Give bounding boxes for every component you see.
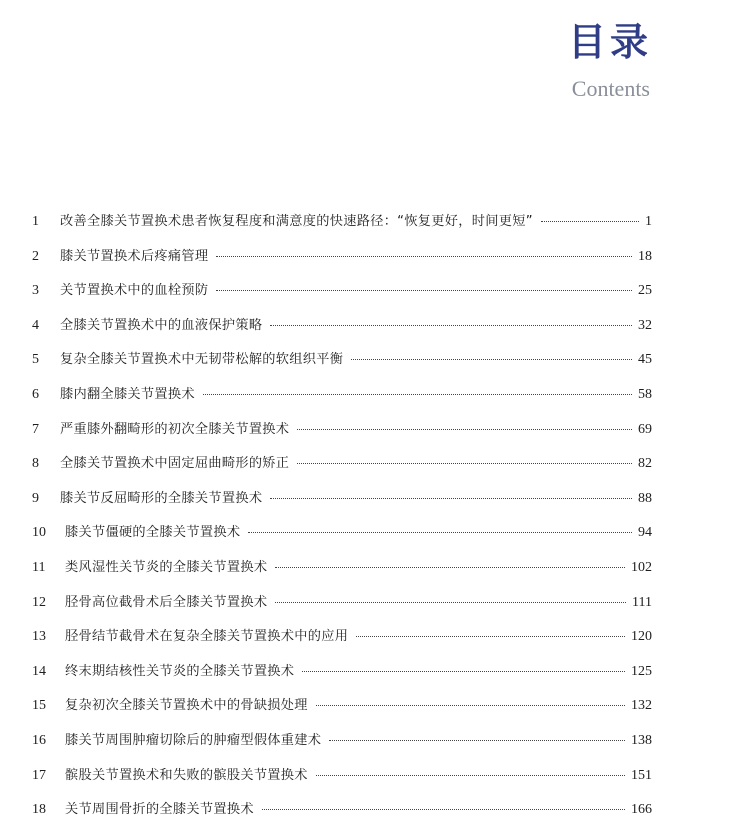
toc-dot-leader — [297, 462, 632, 464]
toc-entry-page: 151 — [631, 767, 652, 783]
toc-entry-title: 复杂全膝关节置换术中无韧带松解的软组织平衡 — [60, 352, 344, 368]
toc-entry-number: 17 — [32, 767, 46, 783]
toc-entry-number: 5 — [32, 352, 39, 368]
toc-entry[interactable] — [32, 205, 652, 240]
toc-dot-leader — [316, 774, 625, 776]
toc-entry-number: 13 — [32, 629, 46, 645]
toc-entry-number: 2 — [32, 248, 39, 264]
toc-entry-title: 关节置换术中的血栓预防 — [60, 283, 209, 299]
toc-dot-leader — [329, 739, 625, 741]
toc-entry-title: 髌股关节置换术和失败的髌股关节置换术 — [65, 767, 308, 783]
toc-entry-title: 膝关节僵硬的全膝关节置换术 — [65, 525, 241, 541]
toc-entry-page: 120 — [631, 629, 652, 645]
toc-entry[interactable] — [32, 309, 652, 344]
toc-entry-page: 132 — [631, 698, 652, 714]
toc-dot-leader — [316, 704, 625, 706]
toc-entry[interactable] — [32, 551, 652, 586]
toc-dot-leader — [262, 808, 625, 810]
toc-entry-title: 终末期结核性关节炎的全膝关节置换术 — [65, 663, 295, 679]
toc-entry-title: 胫骨结节截骨术在复杂全膝关节置换术中的应用 — [65, 629, 349, 645]
toc-entry-number: 18 — [32, 802, 46, 818]
toc-entry-page: 111 — [632, 594, 652, 610]
toc-entry[interactable] — [32, 274, 652, 309]
toc-entry[interactable] — [32, 620, 652, 655]
contents-title-english: Contents — [571, 76, 650, 101]
toc-dot-leader — [248, 531, 632, 533]
toc-entry-number: 8 — [32, 456, 39, 472]
toc-entry-title: 类风湿性关节炎的全膝关节置换术 — [65, 559, 268, 575]
toc-entry[interactable] — [32, 724, 652, 759]
toc-entry-number: 15 — [32, 698, 46, 714]
toc-entry-page: 25 — [638, 283, 652, 299]
toc-entry-page: 88 — [638, 490, 652, 506]
toc-entry-page: 45 — [638, 352, 652, 368]
toc-entry-title: 复杂初次全膝关节置换术中的骨缺损处理 — [65, 698, 308, 714]
toc-dot-leader — [270, 324, 632, 326]
toc-entry[interactable] — [32, 240, 652, 275]
toc-dot-leader — [270, 497, 632, 499]
toc-entry-title: 全膝关节置换术中的血液保护策略 — [60, 317, 263, 333]
toc-entry-title: 膝内翻全膝关节置换术 — [60, 386, 195, 402]
toc-entry-page: 18 — [638, 248, 652, 264]
toc-entry-page: 138 — [631, 732, 652, 748]
toc-dot-leader — [203, 393, 632, 395]
toc-dot-leader — [541, 220, 639, 222]
table-of-contents — [32, 205, 652, 828]
toc-entry[interactable] — [32, 413, 652, 448]
toc-entry-number: 6 — [32, 386, 39, 402]
toc-entry-title: 膝关节反屈畸形的全膝关节置换术 — [60, 490, 263, 506]
toc-entry[interactable] — [32, 378, 652, 413]
toc-entry[interactable] — [32, 689, 652, 724]
toc-entry-number: 12 — [32, 594, 46, 610]
toc-dot-leader — [216, 255, 632, 257]
toc-entry-number: 3 — [32, 283, 39, 299]
toc-entry-page: 1 — [645, 214, 652, 229]
toc-dot-leader — [356, 635, 625, 637]
toc-entry[interactable] — [32, 759, 652, 794]
toc-entry-page: 69 — [638, 421, 652, 437]
toc-entry[interactable] — [32, 586, 652, 621]
toc-entry-page: 82 — [638, 456, 652, 472]
toc-entry-title: 严重膝外翻畸形的初次全膝关节置换术 — [60, 421, 290, 437]
toc-entry-page: 166 — [631, 802, 652, 818]
toc-entry-page: 102 — [631, 559, 652, 575]
toc-entry[interactable] — [32, 793, 652, 828]
toc-dot-leader — [216, 289, 632, 291]
toc-entry-number: 4 — [32, 317, 39, 333]
toc-entry-title: 关节周围骨折的全膝关节置换术 — [65, 802, 254, 818]
toc-entry-title: 膝关节周围肿瘤切除后的肿瘤型假体重建术 — [65, 732, 322, 748]
toc-entry[interactable] — [32, 482, 652, 517]
toc-entry[interactable] — [32, 447, 652, 482]
toc-entry[interactable] — [32, 655, 652, 690]
toc-entry-number: 11 — [32, 559, 46, 575]
toc-entry-page: 94 — [638, 525, 652, 541]
toc-entry-number: 10 — [32, 525, 46, 541]
toc-entry-title: 膝关节置换术后疼痛管理 — [60, 248, 209, 264]
toc-dot-leader — [351, 358, 632, 360]
toc-dot-leader — [275, 566, 625, 568]
contents-title-chinese: 目录 — [567, 20, 652, 64]
toc-dot-leader — [302, 670, 625, 672]
toc-entry-title: 胫骨高位截骨术后全膝关节置换术 — [65, 594, 268, 610]
toc-entry[interactable] — [32, 343, 652, 378]
toc-entry-page: 32 — [638, 317, 652, 333]
toc-dot-leader — [275, 601, 626, 603]
toc-entry-number: 7 — [32, 421, 39, 437]
toc-entry-number: 1 — [32, 214, 39, 229]
toc-entry-page: 58 — [638, 386, 652, 402]
toc-entry-title: 全膝关节置换术中固定屈曲畸形的矫正 — [60, 456, 290, 472]
toc-entry-number: 9 — [32, 490, 39, 506]
toc-entry[interactable] — [32, 516, 652, 551]
toc-entry-title: 改善全膝关节置换术患者恢复程度和满意度的快速路径：“恢复更好，时间更短” — [60, 214, 533, 229]
toc-entry-page: 125 — [631, 663, 652, 679]
toc-dot-leader — [297, 428, 632, 430]
toc-entry-number: 14 — [32, 663, 46, 679]
toc-entry-number: 16 — [32, 732, 46, 748]
